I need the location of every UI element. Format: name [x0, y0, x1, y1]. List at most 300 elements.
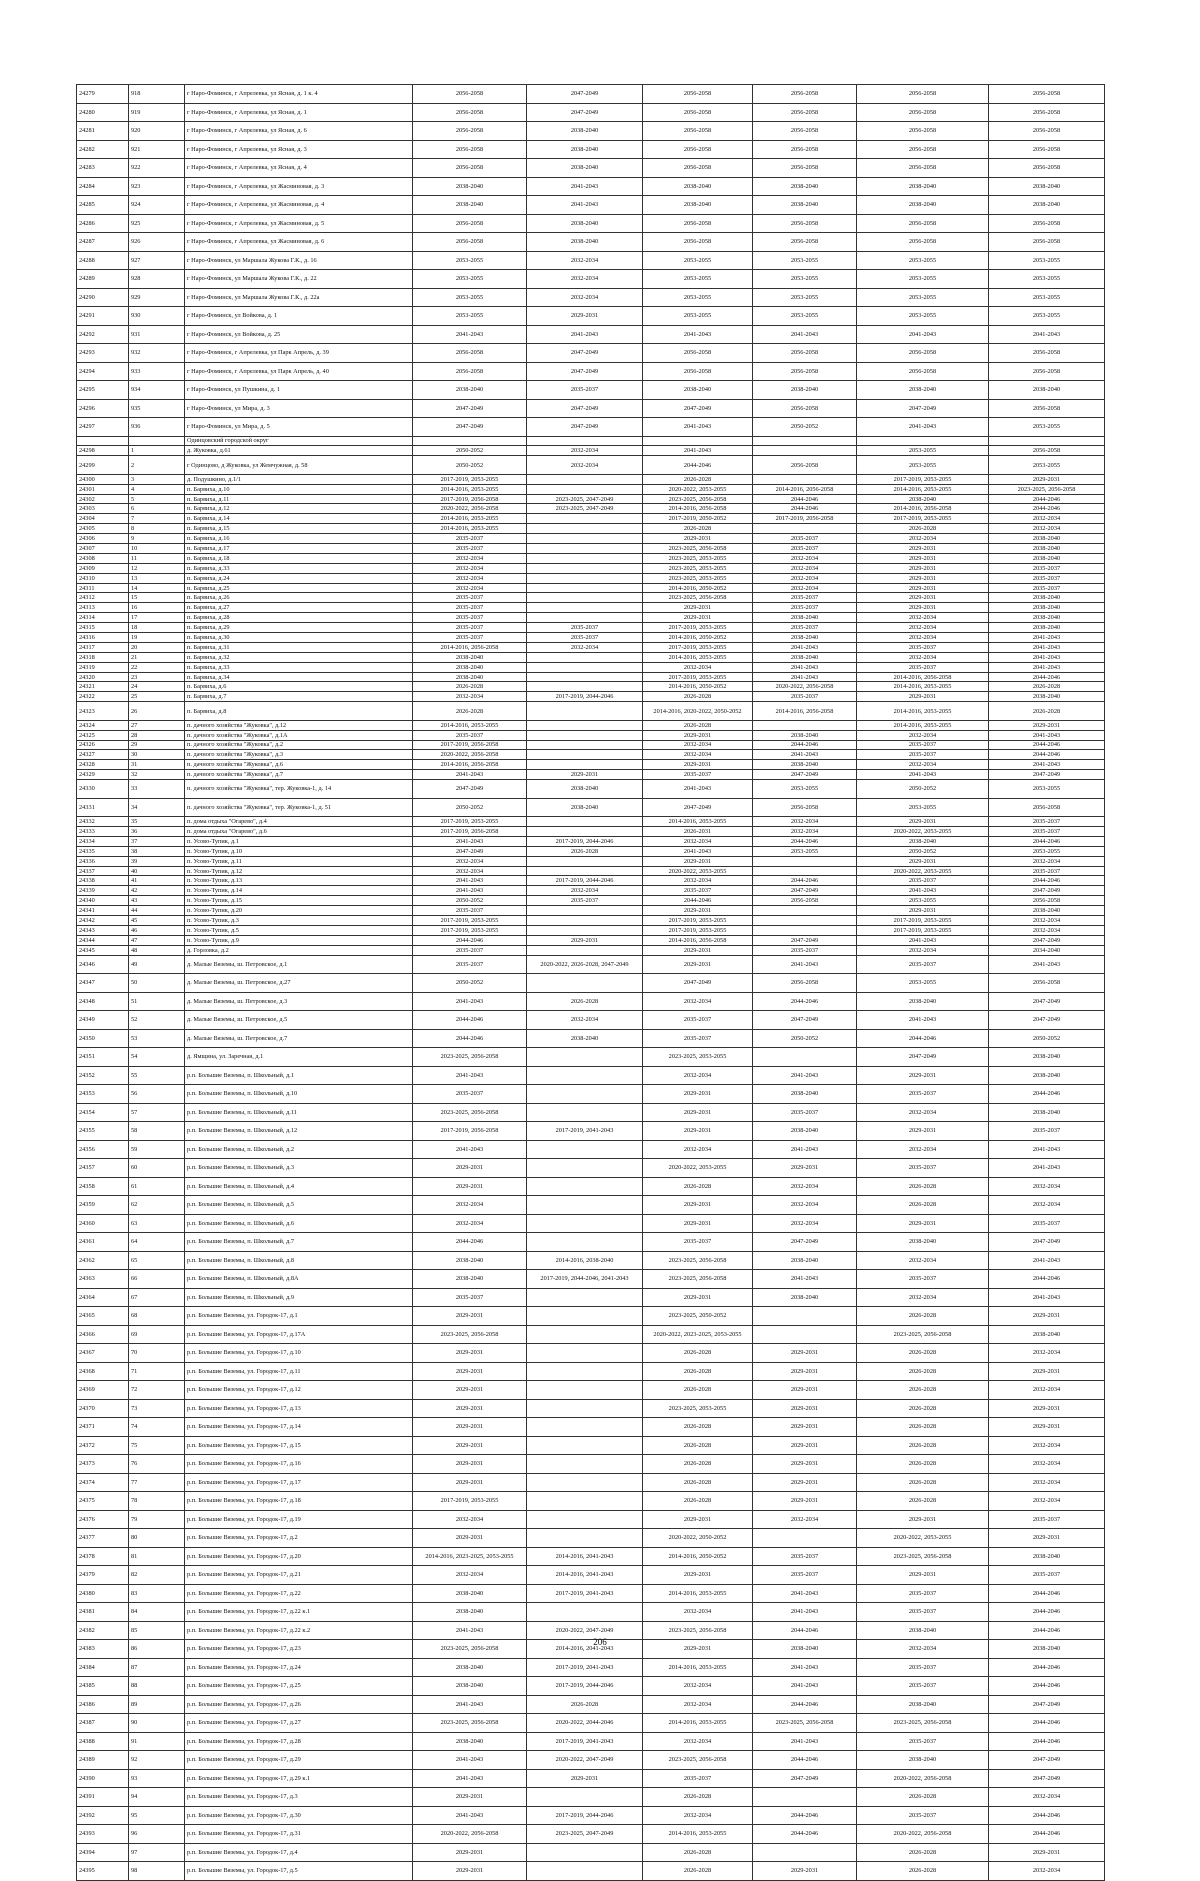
period-cell-5: 2038-2040 [857, 177, 989, 196]
period-cell-2 [527, 906, 643, 916]
period-cell-6: 2038-2040 [989, 534, 1105, 544]
index-cell: 18 [129, 623, 185, 633]
period-cell-4: 2038-2040 [753, 177, 857, 196]
period-cell-6: 2047-2049 [989, 1011, 1105, 1030]
period-cell-3: 2032-2034 [643, 750, 753, 760]
period-cell-5: 2035-2037 [857, 1658, 989, 1677]
period-cell-1: 2047-2049 [413, 780, 527, 799]
table-row [77, 702, 1105, 721]
address-cell: п. дома отдыха "Огарево", д.4 [185, 817, 413, 827]
table-row [77, 1029, 1105, 1048]
index-cell: 63 [129, 1214, 185, 1233]
index-cell: 37 [129, 836, 185, 846]
period-cell-5: 2035-2037 [857, 750, 989, 760]
period-cell-5: 2032-2034 [857, 1103, 989, 1122]
period-cell-2 [527, 916, 643, 926]
row-number-cell: 24348 [77, 992, 129, 1011]
period-cell-4: 2029-2031 [753, 1492, 857, 1511]
address-cell: п. Усово-Тупик, д.15 [185, 896, 413, 906]
period-cell-5: 2053-2055 [857, 288, 989, 307]
index-cell: 41 [129, 876, 185, 886]
period-cell-5: 2014-2016, 2056-2058 [857, 504, 989, 514]
period-cell-2 [527, 925, 643, 935]
period-cell-6: 2053-2055 [989, 780, 1105, 799]
period-cell-2: 2023-2025, 2047-2049 [527, 1825, 643, 1844]
period-cell-5: 2026-2028 [857, 1436, 989, 1455]
period-cell-1: 2029-2031 [413, 1473, 527, 1492]
table-row [77, 214, 1105, 233]
address-cell: п. дачного хозяйства "Жуковка", д.7 [185, 770, 413, 780]
period-cell-5: 2014-2016, 2056-2058 [857, 672, 989, 682]
table-row [77, 1492, 1105, 1511]
address-cell: р.п. Большие Вяземы, ул. Городок-17, д.30 [185, 1806, 413, 1825]
table-row [77, 1066, 1105, 1085]
index-cell: 31 [129, 760, 185, 770]
table-row [77, 613, 1105, 623]
index-cell: 54 [129, 1048, 185, 1067]
period-cell-4: 2029-2031 [753, 1455, 857, 1474]
index-cell: 30 [129, 750, 185, 760]
index-cell: 930 [129, 307, 185, 326]
period-cell-2 [527, 1140, 643, 1159]
address-cell: п. Барвиха, д.24 [185, 573, 413, 583]
table-row [77, 866, 1105, 876]
period-cell-1: 2035-2037 [413, 534, 527, 544]
period-cell-3: 2014-2016, 2050-2052 [643, 682, 753, 692]
period-cell-1: 2035-2037 [413, 1085, 527, 1104]
period-cell-4: 2044-2046 [753, 1806, 857, 1825]
row-number-cell: 24343 [77, 925, 129, 935]
address-cell: р.п. Большие Вяземы, ул. Городок-17, д.25 [185, 1677, 413, 1696]
period-cell-4: 2044-2046 [753, 992, 857, 1011]
index-cell: 933 [129, 362, 185, 381]
period-cell-3: 2020-2022, 2053-2055 [643, 1159, 753, 1178]
period-cell-3: 2029-2031 [643, 1640, 753, 1659]
row-number-cell: 24353 [77, 1085, 129, 1104]
table-row [77, 233, 1105, 252]
table-row [77, 1547, 1105, 1566]
period-cell-2 [527, 1085, 643, 1104]
period-cell-1: 2020-2022, 2056-2058 [413, 504, 527, 514]
period-cell-6: 2035-2037 [989, 1214, 1105, 1233]
period-cell-5: 2035-2037 [857, 876, 989, 886]
period-cell-1: 2035-2037 [413, 603, 527, 613]
period-cell-6: 2056-2058 [989, 344, 1105, 363]
period-cell-3: 2056-2058 [643, 159, 753, 178]
period-cell-2: 2014-2016, 2038-2040 [527, 1251, 643, 1270]
period-cell-6: 2044-2046 [989, 672, 1105, 682]
period-cell-4: 2029-2031 [753, 1381, 857, 1400]
row-number-cell: 24294 [77, 362, 129, 381]
row-number-cell: 24334 [77, 836, 129, 846]
index-cell: 52 [129, 1011, 185, 1030]
period-cell-2: 2014-2016, 2041-2043 [527, 1547, 643, 1566]
period-cell-1: 2038-2040 [413, 196, 527, 215]
period-cell-5: 2035-2037 [857, 1603, 989, 1622]
period-cell-5: 2032-2034 [857, 1140, 989, 1159]
period-cell-4: 2044-2046 [753, 836, 857, 846]
address-cell: р.п. Большие Вяземы, п. Школьный, д.12 [185, 1122, 413, 1141]
row-number-cell: 24307 [77, 544, 129, 554]
period-cell-4: 2038-2040 [753, 1122, 857, 1141]
period-cell-6: 2029-2031 [989, 474, 1105, 484]
period-cell-4: 2056-2058 [753, 103, 857, 122]
period-cell-2: 2038-2040 [527, 780, 643, 799]
address-cell: г Наро-Фоминск, г Апрелевка, ул Ясная, д. 4 [185, 159, 413, 178]
period-cell-1: 2023-2025, 2056-2058 [413, 1714, 527, 1733]
period-cell-6: 2032-2034 [989, 1788, 1105, 1807]
period-cell-2: 2029-2031 [527, 307, 643, 326]
period-cell-5: 2056-2058 [857, 214, 989, 233]
row-number-cell: 24387 [77, 1714, 129, 1733]
period-cell-6: 2032-2034 [989, 1473, 1105, 1492]
table-row [77, 974, 1105, 993]
period-cell-6: 2041-2043 [989, 662, 1105, 672]
address-cell: п. Барвиха, д.18 [185, 553, 413, 563]
period-cell-5: 2020-2022, 2056-2058 [857, 1769, 989, 1788]
period-cell-4: 2038-2040 [753, 1288, 857, 1307]
period-cell-1: 2041-2043 [413, 325, 527, 344]
period-cell-6: 2044-2046 [989, 1270, 1105, 1289]
address-cell: р.п. Большие Вяземы, п. Школьный, д.9 [185, 1288, 413, 1307]
period-cell-1: 2014-2016, 2053-2055 [413, 524, 527, 534]
index-cell: 42 [129, 886, 185, 896]
period-cell-3: 2032-2034 [643, 1732, 753, 1751]
period-cell-5: 2038-2040 [857, 196, 989, 215]
period-cell-3: 2041-2043 [643, 846, 753, 856]
period-cell-2 [527, 652, 643, 662]
period-cell-2 [527, 702, 643, 721]
index-cell: 44 [129, 906, 185, 916]
index-cell: 28 [129, 730, 185, 740]
period-cell-3: 2032-2034 [643, 1140, 753, 1159]
period-cell-1: 2029-2031 [413, 1344, 527, 1363]
address-cell: р.п. Большие Вяземы, п. Школьный, д.3 [185, 1159, 413, 1178]
table-row [77, 1251, 1105, 1270]
period-cell-4 [753, 866, 857, 876]
table-row [77, 362, 1105, 381]
row-number-cell: 24336 [77, 856, 129, 866]
row-number-cell: 24305 [77, 524, 129, 534]
period-cell-6: 2044-2046 [989, 740, 1105, 750]
period-cell-3: 2026-2028 [643, 1492, 753, 1511]
address-cell: п. Барвиха, д.16 [185, 534, 413, 544]
period-cell-6: 2056-2058 [989, 214, 1105, 233]
period-cell-1: 2023-2025, 2056-2058 [413, 1640, 527, 1659]
table-row [77, 760, 1105, 770]
period-cell-1: 2041-2043 [413, 886, 527, 896]
period-cell-2 [527, 1233, 643, 1252]
period-cell-6: 2047-2049 [989, 1769, 1105, 1788]
row-number-cell: 24350 [77, 1029, 129, 1048]
period-cell-6: 2044-2046 [989, 1603, 1105, 1622]
address-cell: г Наро-Фоминск, г Апрелевка, ул Жасминовая, д. 3 [185, 177, 413, 196]
period-cell-1: 2035-2037 [413, 730, 527, 740]
row-number-cell: 24340 [77, 896, 129, 906]
index-cell: 50 [129, 974, 185, 993]
row-number-cell: 24303 [77, 504, 129, 514]
period-cell-1: 2032-2034 [413, 563, 527, 573]
period-cell-6: 2032-2034 [989, 1177, 1105, 1196]
period-cell-4: 2041-2043 [753, 1270, 857, 1289]
table-row [77, 1177, 1105, 1196]
index-cell: 72 [129, 1381, 185, 1400]
period-cell-1: 2023-2025, 2056-2058 [413, 1103, 527, 1122]
row-number-cell: 24297 [77, 418, 129, 437]
period-cell-2 [527, 514, 643, 524]
period-cell-3: 2056-2058 [643, 122, 753, 141]
row-number-cell: 24318 [77, 652, 129, 662]
period-cell-2 [527, 1362, 643, 1381]
address-cell: р.п. Большие Вяземы, п. Школьный, д.11 [185, 1103, 413, 1122]
period-cell-6: 2047-2049 [989, 1233, 1105, 1252]
period-cell-2 [527, 672, 643, 682]
period-cell-2: 2017-2019, 2041-2043 [527, 1122, 643, 1141]
period-cell-2 [527, 1103, 643, 1122]
index-cell: 3 [129, 474, 185, 484]
period-cell-6: 2056-2058 [989, 896, 1105, 906]
address-cell: д. Малые Вяземы, ш. Петровское, д.3 [185, 992, 413, 1011]
period-cell-5: 2029-2031 [857, 593, 989, 603]
row-number-cell: 24332 [77, 817, 129, 827]
row-number-cell: 24288 [77, 251, 129, 270]
period-cell-3: 2020-2022, 2053-2055 [643, 484, 753, 494]
period-cell-3: 2014-2016, 2053-2055 [643, 817, 753, 827]
period-cell-2 [527, 1344, 643, 1363]
table-row [77, 1418, 1105, 1437]
period-cell-3: 2044-2046 [643, 896, 753, 906]
period-cell-3: 2023-2025, 2056-2058 [643, 593, 753, 603]
period-cell-4: 2041-2043 [753, 1732, 857, 1751]
table-row [77, 740, 1105, 750]
row-number-cell: 24379 [77, 1566, 129, 1585]
period-cell-6: 2041-2043 [989, 633, 1105, 643]
period-cell-5: 2029-2031 [857, 603, 989, 613]
row-number-cell: 24279 [77, 85, 129, 104]
table-row [77, 344, 1105, 363]
period-cell-3: 2029-2031 [643, 1122, 753, 1141]
period-cell-2: 2035-2037 [527, 896, 643, 906]
period-cell-4: 2029-2031 [753, 1399, 857, 1418]
index-cell: 73 [129, 1399, 185, 1418]
row-number-cell: 24386 [77, 1695, 129, 1714]
table-row [77, 1159, 1105, 1178]
period-cell-5: 2038-2040 [857, 1233, 989, 1252]
period-cell-3: 2026-2028 [643, 1862, 753, 1881]
period-cell-6: 2041-2043 [989, 325, 1105, 344]
period-cell-5: 2053-2055 [857, 251, 989, 270]
period-cell-4: 2029-2031 [753, 1862, 857, 1881]
period-cell-3: 2014-2016, 2053-2055 [643, 1714, 753, 1733]
row-number-cell: 24314 [77, 613, 129, 623]
period-cell-3: 2032-2034 [643, 1695, 753, 1714]
index-cell: 64 [129, 1233, 185, 1252]
period-cell-1: 2050-2052 [413, 896, 527, 906]
address-cell: р.п. Большие Вяземы, п. Школьный, д.6 [185, 1214, 413, 1233]
period-cell-1: 2017-2019, 2056-2058 [413, 827, 527, 837]
address-cell: п. Усово-Тупик, д.13 [185, 876, 413, 886]
address-cell: р.п. Большие Вяземы, п. Школьный, д.4 [185, 1177, 413, 1196]
period-cell-5: 2038-2040 [857, 836, 989, 846]
period-cell-1: 2056-2058 [413, 122, 527, 141]
period-cell-5: 2020-2022, 2053-2055 [857, 827, 989, 837]
period-cell-1: 2038-2040 [413, 1658, 527, 1677]
row-number-cell: 24284 [77, 177, 129, 196]
index-cell: 86 [129, 1640, 185, 1659]
period-cell-2: 2038-2040 [527, 1029, 643, 1048]
row-number-cell: 24388 [77, 1732, 129, 1751]
period-cell-5: 2047-2049 [857, 1048, 989, 1067]
period-cell-6: 2056-2058 [989, 399, 1105, 418]
period-cell-3: 2038-2040 [643, 196, 753, 215]
period-cell-1: 2029-2031 [413, 1177, 527, 1196]
row-number-cell: 24312 [77, 593, 129, 603]
period-cell-3: 2035-2037 [643, 1233, 753, 1252]
period-cell-5: 2053-2055 [857, 307, 989, 326]
period-cell-1: 2032-2034 [413, 692, 527, 702]
period-cell-3: 2029-2031 [643, 1566, 753, 1585]
period-cell-3: 2023-2025, 2056-2058 [643, 1751, 753, 1770]
period-cell-4: 2032-2034 [753, 827, 857, 837]
index-cell: 74 [129, 1418, 185, 1437]
period-cell-5: 2053-2055 [857, 896, 989, 906]
address-cell: п. Барвиха, д.27 [185, 603, 413, 613]
period-cell-3: 2038-2040 [643, 177, 753, 196]
period-cell-6: 2038-2040 [989, 623, 1105, 633]
index-cell: 66 [129, 1270, 185, 1289]
period-cell-3: 2038-2040 [643, 381, 753, 400]
period-cell-4: 2038-2040 [753, 1251, 857, 1270]
period-cell-5: 2050-2052 [857, 846, 989, 856]
period-cell-2 [527, 474, 643, 484]
period-cell-1: 2032-2034 [413, 573, 527, 583]
address-cell: р.п. Большие Вяземы, ул. Городок-17, д.4 [185, 1843, 413, 1862]
period-cell-4: 2047-2049 [753, 935, 857, 945]
address-cell: п. Барвиха, д.29 [185, 623, 413, 633]
index-cell: 56 [129, 1085, 185, 1104]
period-cell-3: 2029-2031 [643, 760, 753, 770]
period-cell-4: 2053-2055 [753, 270, 857, 289]
index-cell: 925 [129, 214, 185, 233]
period-cell-6: 2041-2043 [989, 1288, 1105, 1307]
index-cell: 15 [129, 593, 185, 603]
address-cell: д. Малые Вяземы, ш. Петровское, д.5 [185, 1011, 413, 1030]
index-cell: 12 [129, 563, 185, 573]
period-cell-1: 2029-2031 [413, 1843, 527, 1862]
index-cell: 85 [129, 1621, 185, 1640]
period-cell-1: 2041-2043 [413, 836, 527, 846]
table-row [77, 85, 1105, 104]
index-cell: 82 [129, 1566, 185, 1585]
period-cell-5: 2026-2028 [857, 1196, 989, 1215]
period-cell-5: 2053-2055 [857, 974, 989, 993]
index-cell: 34 [129, 798, 185, 817]
period-cell-3: 2041-2043 [643, 446, 753, 456]
period-cell-5: 2032-2034 [857, 623, 989, 633]
row-number-cell: 24377 [77, 1529, 129, 1548]
index-cell: 47 [129, 935, 185, 945]
row-number-cell: 24369 [77, 1381, 129, 1400]
period-cell-5: 2041-2043 [857, 886, 989, 896]
address-cell: п. Барвиха, д.34 [185, 672, 413, 682]
period-cell-3: 2014-2016, 2050-2052 [643, 1547, 753, 1566]
period-cell-1: 2038-2040 [413, 381, 527, 400]
period-cell-6: 2038-2040 [989, 1048, 1105, 1067]
table-row [77, 623, 1105, 633]
index-cell: 36 [129, 827, 185, 837]
period-cell-1: 2056-2058 [413, 85, 527, 104]
period-cell-3: 2020-2022, 2023-2025, 2053-2055 [643, 1325, 753, 1344]
period-cell-5: 2026-2028 [857, 1788, 989, 1807]
index-cell: 55 [129, 1066, 185, 1085]
period-cell-1: 2023-2025, 2056-2058 [413, 1325, 527, 1344]
index-cell: 38 [129, 846, 185, 856]
period-cell-5: 2035-2037 [857, 955, 989, 974]
period-cell-1: 2023-2025, 2056-2058 [413, 1048, 527, 1067]
address-cell: г Одинцово, д Жуковка, ул Жемчужная, д. 58 [185, 456, 413, 475]
period-cell-4: 2032-2034 [753, 817, 857, 827]
period-cell-1: 2050-2052 [413, 456, 527, 475]
period-cell-2 [527, 553, 643, 563]
period-cell-4: 2047-2049 [753, 1233, 857, 1252]
row-number-cell: 24330 [77, 780, 129, 799]
table-row [77, 906, 1105, 916]
period-cell-3: 2017-2019, 2053-2055 [643, 672, 753, 682]
period-cell-2 [527, 974, 643, 993]
period-cell-4: 2056-2058 [753, 456, 857, 475]
table-row [77, 935, 1105, 945]
period-cell-2: 2017-2019, 2041-2043 [527, 1732, 643, 1751]
period-cell-1: 2035-2037 [413, 613, 527, 623]
period-cell-5: 2026-2028 [857, 1399, 989, 1418]
table-row [77, 945, 1105, 955]
index-cell: 23 [129, 672, 185, 682]
address-cell: р.п. Большие Вяземы, ул. Городок-17, д.15 [185, 1436, 413, 1455]
row-number-cell: 24339 [77, 886, 129, 896]
index-cell: 83 [129, 1584, 185, 1603]
period-cell-3: 2026-2028 [643, 1381, 753, 1400]
period-cell-4: 2032-2034 [753, 573, 857, 583]
period-cell-2 [527, 1510, 643, 1529]
address-cell: д. Малые Вяземы, ш. Петровское, д.7 [185, 1029, 413, 1048]
period-cell-4: 2047-2049 [753, 1769, 857, 1788]
period-cell-1: 2050-2052 [413, 798, 527, 817]
period-cell-2 [527, 1214, 643, 1233]
row-number-cell: 24287 [77, 233, 129, 252]
period-cell-3: 2026-2028 [643, 474, 753, 484]
index-cell: 45 [129, 916, 185, 926]
period-cell-6: 2044-2046 [989, 1825, 1105, 1844]
period-cell-5: 2029-2031 [857, 1214, 989, 1233]
period-cell-5: 2053-2055 [857, 446, 989, 456]
address-cell: р.п. Большие Вяземы, ул. Городок-17, д.16 [185, 1455, 413, 1474]
address-cell: п. Барвиха, д.28 [185, 613, 413, 623]
period-cell-5: 2026-2028 [857, 1307, 989, 1326]
period-cell-6: 2035-2037 [989, 1566, 1105, 1585]
period-cell-2: 2017-2019, 2041-2043 [527, 1584, 643, 1603]
period-cell-5: 2056-2058 [857, 362, 989, 381]
period-cell-4: 2047-2049 [753, 770, 857, 780]
period-cell-5: 2056-2058 [857, 140, 989, 159]
period-cell-5: 2032-2034 [857, 613, 989, 623]
period-cell-5: 2023-2025, 2056-2058 [857, 1714, 989, 1733]
index-cell: 92 [129, 1751, 185, 1770]
row-number-cell: 24360 [77, 1214, 129, 1233]
period-cell-5: 2041-2043 [857, 1011, 989, 1030]
address-cell: р.п. Большие Вяземы, ул. Городок-17, д.17 [185, 1473, 413, 1492]
period-cell-2: 2023-2025, 2047-2049 [527, 504, 643, 514]
period-cell-1: 2017-2019, 2053-2055 [413, 817, 527, 827]
